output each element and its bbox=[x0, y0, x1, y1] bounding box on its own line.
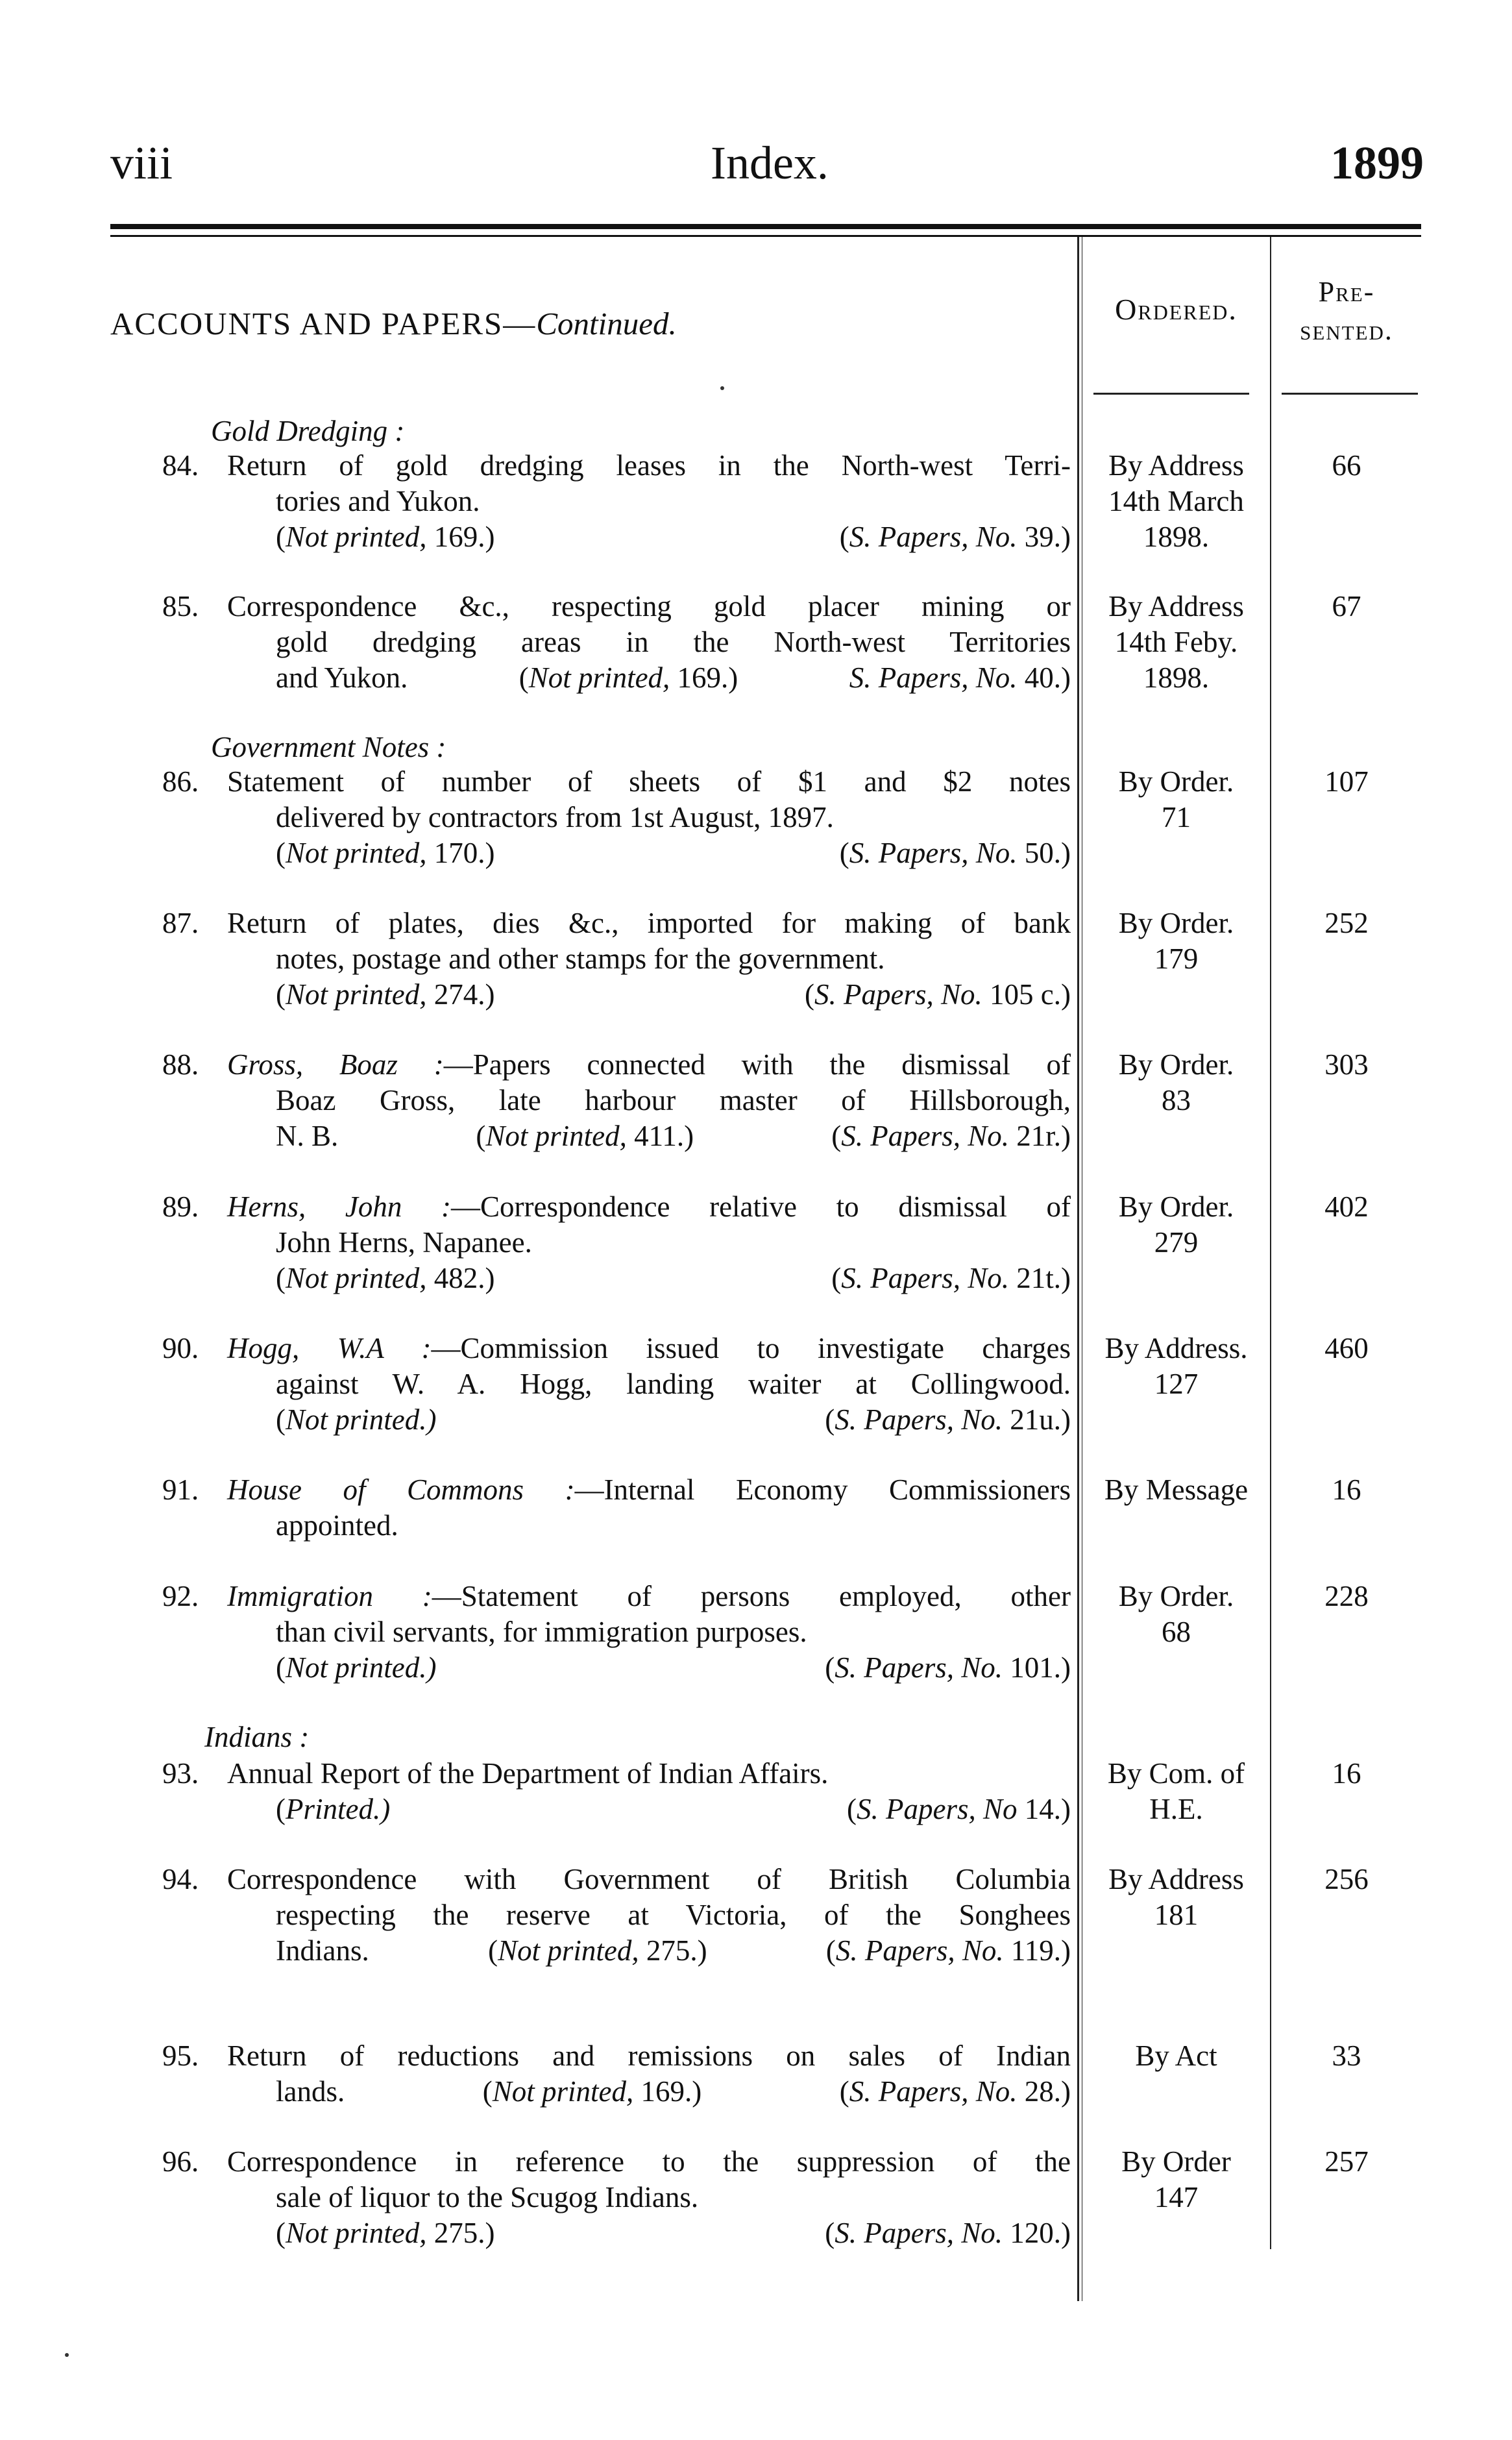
index-entry-96: 96. Correspondence in reference to the suppression of the sale of liquor to the Scugog Indians. (Not printed, 275.) (S. Papers, No. 120.) bbox=[162, 2145, 1071, 2249]
ordered-cell: By Order. 279 bbox=[1118, 1190, 1234, 1259]
column-divider-ordered bbox=[1077, 237, 1079, 2301]
print-speck bbox=[720, 386, 724, 390]
ordered-cell: By Order 147 bbox=[1121, 2145, 1231, 2213]
presented-cell: 16 bbox=[1332, 1473, 1361, 1506]
presented-cell: 33 bbox=[1332, 2039, 1361, 2072]
category-heading: Gold Dredging : bbox=[211, 415, 405, 447]
ordered-cell: By Address 14th Feby. 1898. bbox=[1108, 590, 1244, 694]
index-entry-94: 94. Correspondence with Government of British Columbia respecting the reserve at Victoria, of the Songhees Indians. (Not printed, 275.) (S. Papers, No. 119.) bbox=[162, 1863, 1071, 1967]
category-heading: Government Notes : bbox=[211, 731, 446, 763]
index-entry-85: 85. Correspondence &c., respecting gold placer mining or gold dredging areas in the North-west Territories and Yukon. (Not printed, 169.) S. Papers, No. 40.) bbox=[162, 590, 1071, 694]
category-heading: Indians : bbox=[204, 1721, 310, 1753]
presented-cell: 460 bbox=[1324, 1332, 1369, 1364]
presented-cell: 256 bbox=[1324, 1863, 1369, 1895]
presented-cell: 402 bbox=[1324, 1190, 1369, 1223]
index-entry-84: 84. Return of gold dredging leases in the North-west Terri- tories and Yukon. (Not printed, 169.) (S. Papers, No. 39.) bbox=[162, 449, 1071, 553]
ordered-cell: By Address 181 bbox=[1108, 1863, 1244, 1931]
index-entry-86: 86. Statement of number of sheets of $1 and $2 notes delivered by contractors from 1st August, 1897. (Not printed, 170.) (S. Papers, No. 50.) bbox=[162, 765, 1071, 869]
presented-cell: 67 bbox=[1332, 590, 1361, 622]
page-number: viii bbox=[110, 137, 173, 189]
ordered-cell: By Message bbox=[1104, 1473, 1249, 1506]
ordered-cell: By Order. 83 bbox=[1118, 1048, 1234, 1116]
index-entry-91: 91. House of Commons :—Internal Economy Commissioners appointed. bbox=[162, 1473, 1071, 1542]
index-entry-92: 92. Immigration :—Statement of persons employed, other than civil servants, for immigration purposes. (Not printed.) (S. Papers, No. 101.) bbox=[162, 1580, 1071, 1684]
presented-cell: 228 bbox=[1324, 1580, 1369, 1612]
page-title: Index. bbox=[711, 137, 829, 189]
index-entry-95: 95. Return of reductions and remissions on sales of Indian lands. (Not printed, 169.) (S. Papers, No. 28.) bbox=[162, 2039, 1071, 2108]
ordered-cell: By Address 14th March 1898. bbox=[1108, 449, 1244, 553]
ordered-cell: By Order. 179 bbox=[1118, 907, 1234, 975]
presented-cell: 16 bbox=[1332, 1757, 1361, 1790]
index-entry-93: 93. Annual Report of the Department of Indian Affairs. (Printed.) (S. Papers, No 14.) bbox=[162, 1757, 1071, 1825]
presented-cell: 107 bbox=[1324, 765, 1369, 798]
index-entry-87: 87. Return of plates, dies &c., imported for making of bank notes, postage and other stamps for the government. (Not printed, 274.) (S. Papers, No. 105 c.) bbox=[162, 907, 1071, 1011]
header-rule-thin bbox=[110, 235, 1421, 237]
column-header-ordered: Ordered. bbox=[1115, 293, 1238, 326]
page-year: 1899 bbox=[1330, 137, 1424, 189]
index-entry-88: 88. Gross, Boaz :—Papers connected with the dismissal of Boaz Gross, late harbour master of Hillsborough, N. B. (Not printed, 411.) (S. Papers, No. 21r.) bbox=[162, 1048, 1071, 1152]
print-speck bbox=[65, 2353, 69, 2357]
ordered-cell: By Act bbox=[1135, 2039, 1217, 2072]
header-rule-thick bbox=[110, 224, 1421, 229]
presented-cell: 252 bbox=[1324, 907, 1369, 939]
ordered-cell: By Order. 71 bbox=[1118, 765, 1234, 833]
index-entry-89: 89. Herns, John :—Correspondence relative to dismissal of John Herns, Napanee. (Not printed, 482.) (S. Papers, No. 21t.) bbox=[162, 1190, 1071, 1294]
section-heading: ACCOUNTS AND PAPERS—Continued. bbox=[110, 306, 677, 341]
presented-column-rule bbox=[1282, 393, 1418, 395]
presented-cell: 257 bbox=[1324, 2145, 1369, 2178]
index-entry-90: 90. Hogg, W.A :—Commission issued to investigate charges against W. A. Hogg, landing waiter at Collingwood. (Not printed.) (S. Papers, No. 21u.) bbox=[162, 1332, 1071, 1436]
column-header-presented: Pre- sented. bbox=[1300, 276, 1393, 347]
presented-cell: 66 bbox=[1332, 449, 1361, 482]
ordered-cell: By Com. of H.E. bbox=[1107, 1757, 1245, 1825]
presented-cell: 303 bbox=[1324, 1048, 1369, 1081]
ordered-cell: By Order. 68 bbox=[1118, 1580, 1234, 1648]
ordered-cell: By Address. 127 bbox=[1104, 1332, 1248, 1400]
ordered-column-rule bbox=[1093, 393, 1249, 395]
